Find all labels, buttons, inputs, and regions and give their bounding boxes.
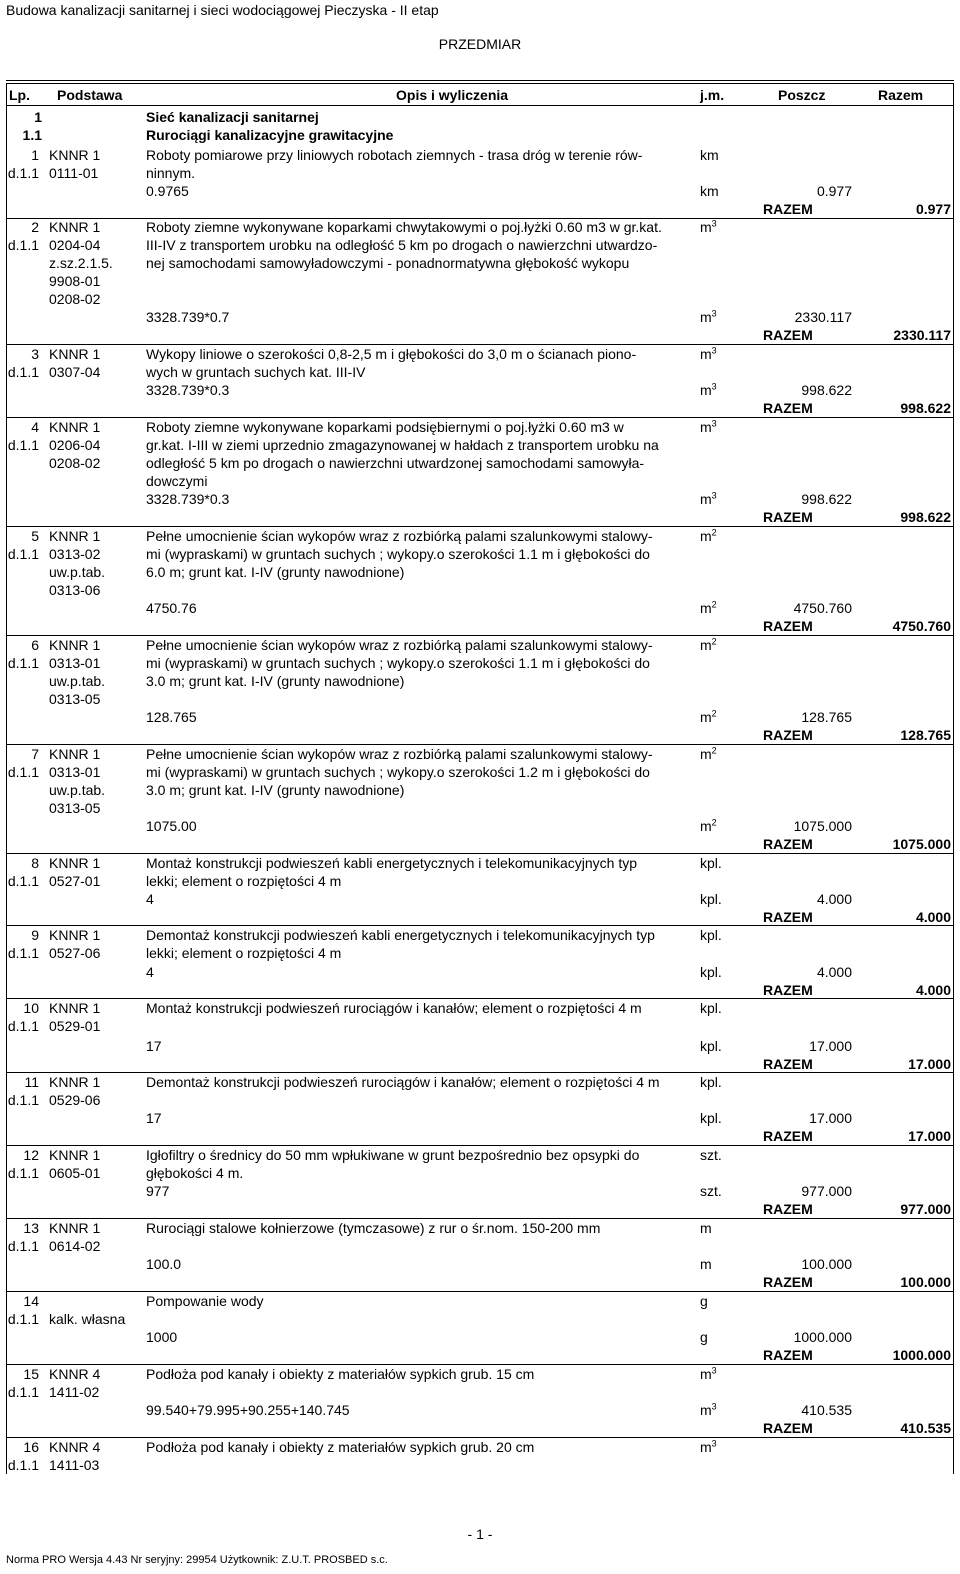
item-unit-text: m: [700, 1220, 712, 1236]
item-basis: 0529-01: [49, 1018, 101, 1034]
item-basis: 0313-05: [49, 800, 101, 816]
software-info: Norma PRO Wersja 4.43 Nr seryjny: 29954 Użytkownik: Z.U.T. PROSBED s.c.: [6, 1554, 388, 1566]
item-lp: 15: [23, 1366, 39, 1382]
item-description: mi (wypraskami) w gruntach suchych ; wykopy.o szerokości 1.2 m i głębokości do: [146, 764, 650, 780]
item-basis: 9908-01: [49, 273, 101, 289]
item-basis: KNNR 1: [49, 927, 101, 943]
item-unit: [700, 854, 722, 872]
item-calc-unit-exponent: 3: [711, 490, 717, 501]
item-unit-exponent: 3: [711, 418, 717, 429]
item-unit-text: kpl.: [700, 1000, 722, 1016]
item-description: mi (wypraskami) w gruntach suchych ; wykopy.o szerokości 1.1 m i głębokości do: [146, 655, 650, 671]
item-description: wych w gruntach suchych kat. III-IV: [146, 364, 366, 380]
item-unit: [700, 1438, 717, 1456]
item-calc-unit-text: g: [700, 1329, 708, 1345]
item-basis: KNNR 1: [49, 528, 101, 544]
item-poszcz: 998.622: [801, 382, 852, 398]
item-calc-unit-text: m: [700, 309, 712, 325]
razem-label: RAZEM: [763, 618, 813, 634]
item-description: Podłoża pod kanały i obiekty z materiałów sypkich grub. 20 cm: [146, 1439, 535, 1455]
item-basis: KNNR 1: [49, 147, 101, 163]
item-calc-unit: [700, 1037, 722, 1055]
item-description: Podłoża pod kanały i obiekty z materiałów sypkich grub. 15 cm: [146, 1366, 535, 1382]
column-header-lp: Lp.: [9, 87, 30, 103]
page-number: - 1 -: [467, 1526, 493, 1542]
item-basis: 0307-04: [49, 364, 101, 380]
item-description: dowczymi: [146, 473, 208, 489]
item-razem: 410.535: [900, 1420, 951, 1436]
item-unit: [700, 146, 719, 164]
item-calculation: 4: [146, 891, 154, 907]
item-lp: 5: [31, 528, 39, 544]
item-description: odległość 5 km po drogach o nawierzchni utwardzonej samochodami samowyła-: [146, 455, 645, 471]
item-calc-unit-text: m: [700, 491, 712, 507]
item-razem: 100.000: [900, 1274, 951, 1290]
section-lp: 1: [34, 109, 42, 125]
item-unit: [700, 926, 722, 944]
item-basis: 1411-02: [49, 1384, 100, 1400]
item-unit-text: m: [700, 1366, 712, 1382]
item-calc-unit-text: m: [700, 600, 712, 616]
item-unit: [700, 527, 717, 545]
item-sub: d.1.1: [7, 1238, 39, 1254]
item-calc-unit-exponent: 3: [711, 1401, 717, 1412]
item-unit-text: m: [700, 637, 712, 653]
document-title: PRZEDMIAR: [438, 36, 522, 52]
item-calc-unit-text: m: [700, 709, 712, 725]
item-basis: 0313-01: [49, 764, 101, 780]
item-razem: 1075.000: [892, 836, 951, 852]
item-description: ninnym.: [146, 165, 196, 181]
item-description: lekki; element o rozpiętości 4 m: [146, 873, 342, 889]
item-razem: 17.000: [908, 1056, 951, 1072]
item-calculation: 3328.739*0.3: [146, 491, 230, 507]
item-sub: d.1.1: [7, 437, 39, 453]
item-basis: 0208-02: [49, 455, 101, 471]
item-description: mi (wypraskami) w gruntach suchych ; wykopy.o szerokości 1.1 m i głębokości do: [146, 546, 650, 562]
item-calculation: 1075.00: [146, 818, 197, 834]
item-sub: d.1.1: [7, 873, 39, 889]
item-lp: 16: [23, 1439, 39, 1455]
item-basis: 0605-01: [49, 1165, 101, 1181]
item-description: Montaż konstrukcji podwieszeń rurociągów i kanałów; element o rozpiętości 4 m: [146, 1000, 642, 1016]
column-header-poszcz: Poszcz: [778, 87, 826, 103]
item-calc-unit: [700, 963, 722, 981]
item-sub: d.1.1: [7, 764, 39, 780]
razem-label: RAZEM: [763, 1056, 813, 1072]
item-calc-unit-exponent: 2: [711, 817, 717, 828]
item-basis: KNNR 4: [49, 1439, 101, 1455]
item-sub: d.1.1: [7, 945, 39, 961]
item-poszcz: 128.765: [801, 709, 852, 725]
item-calculation: 1000: [146, 1329, 178, 1345]
item-calc-unit-text: m: [700, 382, 712, 398]
column-header-razem: Razem: [878, 87, 924, 103]
item-basis: KNNR 1: [49, 855, 101, 871]
item-calc-unit-exponent: 2: [711, 708, 717, 719]
item-unit-exponent: 3: [711, 218, 717, 229]
item-unit-text: m: [700, 1439, 712, 1455]
item-description: Demontaż konstrukcji podwieszeń kabli energetycznych i telekomunikacyjnych typ: [146, 927, 655, 943]
item-poszcz: 17.000: [809, 1110, 852, 1126]
razem-label: RAZEM: [763, 400, 813, 416]
document-header: Budowa kanalizacji sanitarnej i sieci wodociągowej Pieczyska - II etap: [6, 2, 439, 18]
item-basis: uw.p.tab.: [49, 782, 106, 798]
item-unit-text: m: [700, 528, 712, 544]
item-unit-exponent: 2: [711, 527, 717, 538]
item-calc-unit: [700, 599, 717, 617]
item-lp: 6: [31, 637, 39, 653]
item-poszcz: 1075.000: [793, 818, 852, 834]
item-basis: 0313-01: [49, 655, 101, 671]
item-razem: 1000.000: [892, 1347, 951, 1363]
item-description: 3.0 m; grunt kat. I-IV (grunty nawodnione): [146, 673, 405, 689]
razem-label: RAZEM: [763, 1201, 813, 1217]
item-calc-unit: [700, 1182, 722, 1200]
item-calc-unit-exponent: 2: [711, 599, 717, 610]
item-basis: z.sz.2.1.5.: [49, 255, 113, 271]
razem-label: RAZEM: [763, 1420, 813, 1436]
item-description: Wykopy liniowe o szerokości 0,8-2,5 m i głębokości do 3,0 m o ścianach piono-: [146, 346, 637, 362]
item-razem: 4.000: [915, 982, 951, 998]
item-calc-unit: [700, 182, 719, 200]
item-calculation: 4: [146, 964, 154, 980]
item-sub: d.1.1: [7, 1384, 39, 1400]
item-poszcz: 410.535: [801, 1402, 852, 1418]
item-sub: d.1.1: [7, 1311, 39, 1327]
header-bottom-border: [6, 105, 954, 106]
item-razem: 998.622: [900, 509, 951, 525]
column-header-podstawa: Podstawa: [57, 87, 123, 103]
item-lp: 4: [31, 419, 39, 435]
item-razem: 4750.760: [892, 618, 951, 634]
item-unit-exponent: 3: [711, 1365, 717, 1376]
item-basis: KNNR 1: [49, 419, 101, 435]
item-description: Montaż konstrukcji podwieszeń kabli energetycznych i telekomunikacyjnych typ: [146, 855, 638, 871]
table-left-border: [6, 83, 7, 106]
item-description: III-IV z transportem urobku na odległość 5 km po drogach o nawierzchni utwardzo-: [146, 237, 658, 253]
item-sub: d.1.1: [7, 546, 39, 562]
razem-label: RAZEM: [763, 1347, 813, 1363]
item-razem: 2330.117: [893, 327, 951, 343]
item-lp: 9: [31, 927, 39, 943]
item-description: Igłofiltry o średnicy do 50 mm wpłukiwane w grunt bezpośrednio bez opsypki do: [146, 1147, 640, 1163]
item-poszcz: 0.977: [816, 183, 852, 199]
item-description: Pompowanie wody: [146, 1293, 264, 1309]
item-poszcz: 4750.760: [793, 600, 852, 616]
item-lp: 7: [31, 746, 39, 762]
item-description: Roboty ziemne wykonywane koparkami chwytakowymi o poj.łyżki 0.60 m3 w gr.kat.: [146, 219, 662, 235]
item-unit-exponent: 3: [711, 345, 717, 356]
razem-label: RAZEM: [763, 327, 813, 343]
razem-label: RAZEM: [763, 836, 813, 852]
item-razem: 0.977: [915, 201, 951, 217]
item-basis: 0527-01: [49, 873, 101, 889]
item-sub: d.1.1: [7, 1457, 39, 1473]
item-basis: 0614-02: [49, 1238, 101, 1254]
item-lp: 11: [24, 1074, 39, 1090]
item-unit: [700, 745, 717, 763]
razem-label: RAZEM: [763, 727, 813, 743]
item-description: lekki; element o rozpiętości 4 m: [146, 945, 342, 961]
razem-label: RAZEM: [763, 1128, 813, 1144]
item-calculation: 100.0: [146, 1256, 182, 1272]
item-basis: kalk. własna: [49, 1311, 126, 1327]
item-calc-unit: [700, 1328, 708, 1346]
item-unit: [700, 999, 722, 1017]
item-poszcz: 998.622: [801, 491, 852, 507]
item-calculation: 99.540+79.995+90.255+140.745: [146, 1402, 350, 1418]
item-lp: 1: [31, 147, 39, 163]
item-unit-text: m: [700, 346, 712, 362]
item-basis: 0313-06: [49, 582, 101, 598]
item-unit-text: m: [700, 746, 712, 762]
item-calc-unit-text: m: [700, 818, 712, 834]
item-basis: KNNR 1: [49, 1220, 101, 1236]
item-calc-unit: [700, 1401, 717, 1419]
item-description: Pełne umocnienie ścian wykopów wraz z rozbiórką palami szalunkowymi stalowy-: [146, 637, 653, 653]
item-sub: d.1.1: [7, 655, 39, 671]
item-description: 6.0 m; grunt kat. I-IV (grunty nawodnione): [146, 564, 405, 580]
item-calc-unit-text: m: [700, 1402, 712, 1418]
item-calc-unit: [700, 817, 717, 835]
item-basis: KNNR 1: [49, 746, 101, 762]
item-unit: [700, 636, 717, 654]
item-description: 3.0 m; grunt kat. I-IV (grunty nawodnione): [146, 782, 405, 798]
item-calc-unit-text: km: [700, 183, 719, 199]
razem-label: RAZEM: [763, 201, 813, 217]
item-calc-unit: [700, 890, 722, 908]
item-calc-unit: [700, 1109, 722, 1127]
item-calculation: 17: [146, 1038, 162, 1054]
item-sub: d.1.1: [7, 1092, 39, 1108]
item-lp: 10: [23, 1000, 39, 1016]
item-description: głębokości 4 m.: [146, 1165, 244, 1181]
item-lp: 12: [23, 1147, 39, 1163]
item-basis: uw.p.tab.: [49, 673, 106, 689]
item-basis: 0527-06: [49, 945, 101, 961]
item-calculation: 128.765: [146, 709, 197, 725]
item-sub: d.1.1: [7, 364, 39, 380]
item-calc-unit-text: kpl.: [700, 1038, 722, 1054]
item-unit: [700, 1146, 722, 1164]
table-left-border: [6, 106, 7, 1474]
item-calc-unit: [700, 490, 717, 508]
item-calc-unit-text: kpl.: [700, 891, 722, 907]
item-calculation: 3328.739*0.7: [146, 309, 230, 325]
item-basis: KNNR 1: [49, 1147, 101, 1163]
item-razem: 977.000: [900, 1201, 951, 1217]
item-basis: uw.p.tab.: [49, 564, 106, 580]
item-unit-text: m: [700, 419, 712, 435]
item-description: nej samochodami samowyładowczymi - ponadnormatywna głębokość wykopu: [146, 255, 630, 271]
table-top-border: [6, 80, 954, 81]
item-description: Roboty pomiarowe przy liniowych robotach ziemnych - trasa dróg w terenie rów-: [146, 147, 643, 163]
item-description: gr.kat. I-III w ziemi uprzednio zmagazynowanej w hałdach z transportem urobku na: [146, 437, 659, 453]
item-basis: 0208-02: [49, 291, 101, 307]
item-basis: 0313-02: [49, 546, 101, 562]
item-razem: 998.622: [900, 400, 951, 416]
item-sub: d.1.1: [7, 1165, 39, 1181]
section-title: Rurociągi kanalizacyjne grawitacyjne: [146, 127, 394, 143]
item-unit: [700, 345, 717, 363]
item-calc-unit: [700, 1255, 712, 1273]
item-poszcz: 2330.117: [794, 309, 852, 325]
item-unit-exponent: 2: [711, 745, 717, 756]
item-basis: KNNR 1: [49, 219, 101, 235]
item-description: Demontaż konstrukcji podwieszeń rurociągów i kanałów; element o rozpiętości 4 m: [146, 1074, 660, 1090]
item-calc-unit-text: szt.: [700, 1183, 722, 1199]
item-unit-text: m: [700, 219, 712, 235]
item-unit-text: kpl.: [700, 927, 722, 943]
item-unit-exponent: 3: [711, 1438, 717, 1449]
item-basis: 0529-06: [49, 1092, 101, 1108]
item-description: Rurociągi stalowe kołnierzowe (tymczasowe) z rur o śr.nom. 150-200 mm: [146, 1220, 601, 1236]
item-razem: 4.000: [915, 909, 951, 925]
item-basis: 0204-04: [49, 237, 101, 253]
item-calc-unit: [700, 381, 717, 399]
razem-label: RAZEM: [763, 1274, 813, 1290]
item-unit: [700, 1292, 708, 1310]
item-unit: [700, 1219, 712, 1237]
item-unit-exponent: 2: [711, 636, 717, 647]
item-lp: 8: [31, 855, 39, 871]
column-header-opis: Opis i wyliczenia: [396, 87, 509, 103]
item-unit: [700, 1073, 722, 1091]
item-calc-unit: [700, 708, 717, 726]
item-poszcz: 17.000: [809, 1038, 852, 1054]
item-unit: [700, 218, 717, 236]
item-unit-text: kpl.: [700, 855, 722, 871]
item-calc-unit-text: kpl.: [700, 1110, 722, 1126]
section-title: Sieć kanalizacji sanitarnej: [146, 109, 319, 125]
item-lp: 2: [31, 219, 39, 235]
item-unit-text: km: [700, 147, 719, 163]
table-right-border: [953, 83, 954, 106]
item-razem: 128.765: [900, 727, 951, 743]
item-basis: 0313-05: [49, 691, 101, 707]
item-unit-text: kpl.: [700, 1074, 722, 1090]
item-calculation: 17: [146, 1110, 162, 1126]
section-lp: 1.1: [22, 127, 42, 143]
table-top-border-2: [6, 83, 954, 84]
razem-label: RAZEM: [763, 509, 813, 525]
column-header-jm: j.m.: [700, 87, 725, 103]
item-description: Pełne umocnienie ścian wykopów wraz z rozbiórką palami szalunkowymi stalowy-: [146, 746, 653, 762]
razem-label: RAZEM: [763, 982, 813, 998]
item-calc-unit-text: m: [700, 1256, 712, 1272]
item-basis: KNNR 1: [49, 637, 101, 653]
item-unit-text: szt.: [700, 1147, 722, 1163]
table-right-border: [953, 106, 954, 1474]
item-basis: KNNR 4: [49, 1366, 101, 1382]
item-lp: 3: [31, 346, 39, 362]
item-razem: 17.000: [908, 1128, 951, 1144]
item-basis: KNNR 1: [49, 1074, 101, 1090]
razem-label: RAZEM: [763, 909, 813, 925]
item-description: Pełne umocnienie ścian wykopów wraz z rozbiórką palami szalunkowymi stalowy-: [146, 528, 653, 544]
item-unit: [700, 1365, 717, 1383]
item-basis: KNNR 1: [49, 346, 101, 362]
item-poszcz: 4.000: [816, 891, 852, 907]
item-sub: d.1.1: [7, 165, 39, 181]
item-calculation: 0.9765: [146, 183, 189, 199]
item-poszcz: 977.000: [801, 1183, 852, 1199]
item-calculation: 4750.76: [146, 600, 197, 616]
item-basis: 1411-03: [49, 1457, 100, 1473]
item-calc-unit-exponent: 3: [711, 381, 717, 392]
item-poszcz: 100.000: [801, 1256, 852, 1272]
item-lp: 13: [23, 1220, 39, 1236]
item-description: Roboty ziemne wykonywane koparkami podsiębiernymi o poj.łyżki 0.60 m3 w: [146, 419, 624, 435]
item-poszcz: 1000.000: [793, 1329, 852, 1345]
item-calculation: 3328.739*0.3: [146, 382, 230, 398]
item-sub: d.1.1: [7, 1018, 39, 1034]
item-calculation: 977: [146, 1183, 170, 1199]
item-poszcz: 4.000: [816, 964, 852, 980]
item-calc-unit-exponent: 3: [711, 308, 717, 319]
item-basis: 0111-01: [49, 165, 99, 181]
item-unit: [700, 418, 717, 436]
item-basis: 0206-04: [49, 437, 101, 453]
item-unit-text: g: [700, 1293, 708, 1309]
item-lp: 14: [23, 1293, 39, 1309]
item-calc-unit: [700, 308, 717, 326]
item-basis: KNNR 1: [49, 1000, 101, 1016]
item-sub: d.1.1: [7, 237, 39, 253]
item-calc-unit-text: kpl.: [700, 964, 722, 980]
